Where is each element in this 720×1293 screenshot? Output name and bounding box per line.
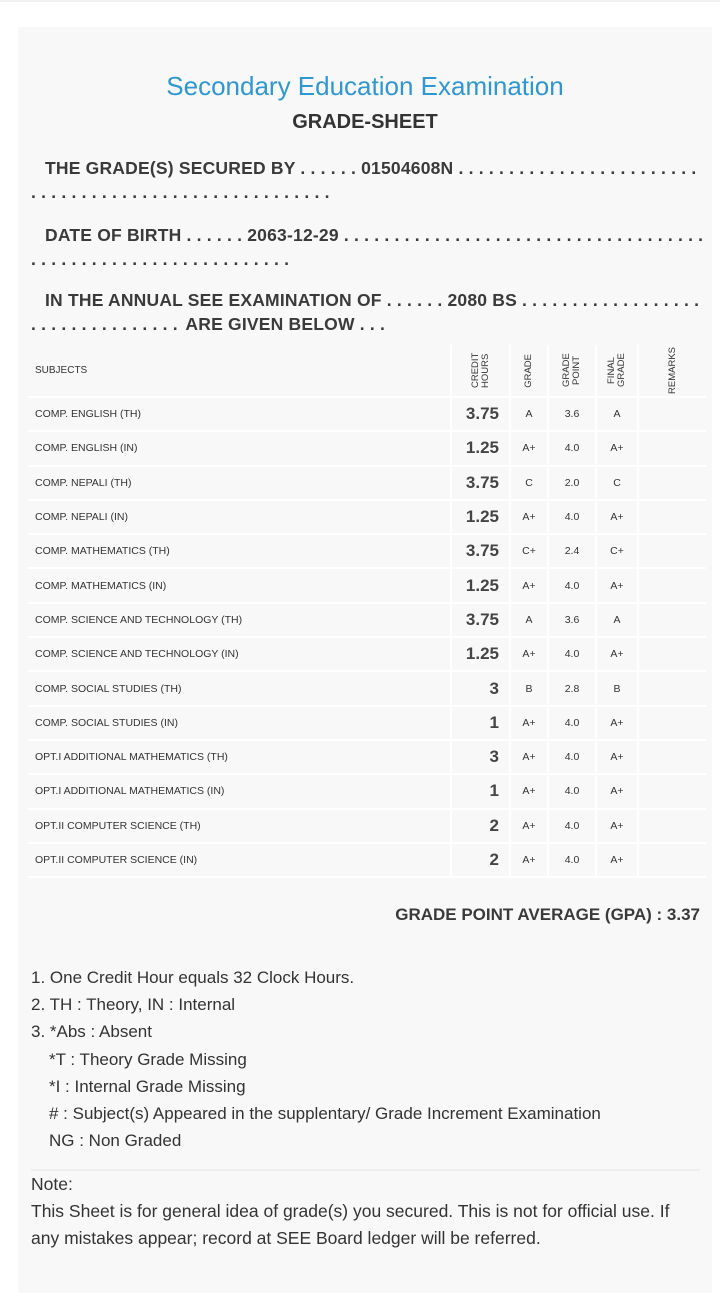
table-row bbox=[28, 534, 706, 568]
subject-cell: COMP. NEPALI (IN) bbox=[28, 500, 451, 534]
legend-item: 1. One Credit Hour equals 32 Clock Hours. bbox=[31, 968, 355, 987]
remarks-cell bbox=[638, 603, 706, 637]
dob-line bbox=[31, 223, 702, 271]
table-row bbox=[28, 500, 706, 534]
col-grade-point: GRADE POINT bbox=[548, 345, 596, 397]
subject-cell: COMP. MATHEMATICS (IN) bbox=[28, 568, 451, 602]
note-text: This Sheet is for general idea of grade(s) you secured. This is not for official use. If any mistakes appear; record at SEE Board ledger will be referred. bbox=[31, 1201, 670, 1248]
legend-item: NG : Non Graded bbox=[49, 1131, 182, 1151]
subject-cell: COMP. SOCIAL STUDIES (TH) bbox=[28, 671, 451, 705]
subject-cell: COMP. SOCIAL STUDIES (IN) bbox=[28, 706, 451, 740]
grade-cell: A+ bbox=[510, 706, 548, 740]
final-grade-cell: C+ bbox=[596, 534, 638, 568]
remarks-cell bbox=[638, 397, 706, 431]
credit-hours-cell: 3.75 bbox=[451, 466, 510, 500]
grade-cell: A+ bbox=[510, 843, 548, 877]
table-row bbox=[28, 397, 706, 431]
credit-hours-cell: 2 bbox=[451, 809, 510, 843]
grade-cell: B bbox=[510, 671, 548, 705]
credit-hours-cell: 3.75 bbox=[451, 534, 510, 568]
table-row bbox=[28, 603, 706, 637]
table-row bbox=[28, 637, 706, 671]
table-row bbox=[28, 774, 706, 808]
final-grade-cell: A+ bbox=[596, 637, 638, 671]
grade-point-cell: 4.0 bbox=[548, 809, 596, 843]
note bbox=[31, 1171, 692, 1252]
remarks-cell bbox=[638, 466, 706, 500]
col-credit-hours: CREDIT HOURS bbox=[451, 345, 510, 397]
exam-year: 2080 BS bbox=[447, 290, 517, 310]
grade-point-cell: 4.0 bbox=[548, 568, 596, 602]
col-subjects: SUBJECTS bbox=[28, 345, 451, 397]
grade-cell: C+ bbox=[510, 534, 548, 568]
grade-cell: A+ bbox=[510, 431, 548, 465]
subject-cell: OPT.I ADDITIONAL MATHEMATICS (TH) bbox=[28, 740, 451, 774]
exam-line bbox=[31, 288, 702, 336]
col-grade: GRADE bbox=[510, 345, 548, 397]
grade-point-cell: 4.0 bbox=[548, 774, 596, 808]
remarks-cell bbox=[638, 809, 706, 843]
secured-by-line bbox=[31, 156, 702, 204]
table-header bbox=[28, 345, 706, 397]
final-grade-cell: A+ bbox=[596, 568, 638, 602]
subject-cell: OPT.II COMPUTER SCIENCE (TH) bbox=[28, 809, 451, 843]
grade-cell: A+ bbox=[510, 740, 548, 774]
grade-point-cell: 4.0 bbox=[548, 740, 596, 774]
table-row bbox=[28, 466, 706, 500]
legend-item: # : Subject(s) Appeared in the supplentary/ Grade Increment Examination bbox=[49, 1104, 601, 1124]
final-grade-cell: C bbox=[596, 466, 638, 500]
grade-point-cell: 4.0 bbox=[548, 637, 596, 671]
remarks-cell bbox=[638, 740, 706, 774]
grade-point-cell: 4.0 bbox=[548, 431, 596, 465]
grade-point-cell: 4.0 bbox=[548, 843, 596, 877]
grades-table bbox=[28, 345, 706, 878]
grade-cell: A+ bbox=[510, 637, 548, 671]
table-row bbox=[28, 809, 706, 843]
grade-cell: A+ bbox=[510, 500, 548, 534]
remarks-cell bbox=[638, 500, 706, 534]
grade-cell: A bbox=[510, 397, 548, 431]
top-divider bbox=[0, 0, 720, 2]
credit-hours-cell: 3 bbox=[451, 740, 510, 774]
dob-label: DATE OF BIRTH . . . bbox=[45, 225, 247, 245]
credit-hours-cell: 3.75 bbox=[451, 397, 510, 431]
legend-item: *I : Internal Grade Missing bbox=[49, 1076, 246, 1096]
credit-hours-cell: 3.75 bbox=[451, 603, 510, 637]
subject-cell: COMP. SCIENCE AND TECHNOLOGY (IN) bbox=[28, 637, 451, 671]
table-row bbox=[28, 706, 706, 740]
final-grade-cell: A+ bbox=[596, 500, 638, 534]
subject-cell: OPT.II COMPUTER SCIENCE (IN) bbox=[28, 843, 451, 877]
credit-hours-cell: 1 bbox=[451, 774, 510, 808]
subject-cell: COMP. SCIENCE AND TECHNOLOGY (TH) bbox=[28, 603, 451, 637]
final-grade-cell: A+ bbox=[596, 843, 638, 877]
grade-sheet-card bbox=[18, 27, 712, 1293]
note-label: Note: bbox=[31, 1174, 73, 1194]
grade-cell: A bbox=[510, 603, 548, 637]
final-grade-cell: A bbox=[596, 397, 638, 431]
legend-item: 2. TH : Theory, IN : Internal bbox=[31, 995, 236, 1015]
table-row bbox=[28, 671, 706, 705]
remarks-cell bbox=[638, 637, 706, 671]
final-grade-cell: A+ bbox=[596, 740, 638, 774]
table-row bbox=[28, 568, 706, 602]
grade-cell: A+ bbox=[510, 774, 548, 808]
col-final-grade: FINAL GRADE bbox=[596, 345, 638, 397]
subject-cell: COMP. ENGLISH (TH) bbox=[28, 397, 451, 431]
subject-cell: OPT.I ADDITIONAL MATHEMATICS (IN) bbox=[28, 774, 451, 808]
remarks-cell bbox=[638, 534, 706, 568]
credit-hours-cell: 3 bbox=[451, 671, 510, 705]
symbol-number: 01504608N bbox=[361, 158, 454, 178]
grade-cell: C bbox=[510, 466, 548, 500]
grade-point-cell: 2.4 bbox=[548, 534, 596, 568]
final-grade-cell: A+ bbox=[596, 431, 638, 465]
credit-hours-cell: 1 bbox=[451, 706, 510, 740]
remarks-cell bbox=[638, 706, 706, 740]
remarks-cell bbox=[638, 671, 706, 705]
grade-point-cell: 2.0 bbox=[548, 466, 596, 500]
grade-point-cell: 2.8 bbox=[548, 671, 596, 705]
subject-cell: COMP. MATHEMATICS (TH) bbox=[28, 534, 451, 568]
exam-title: Secondary Education Examination bbox=[166, 71, 564, 101]
final-grade-cell: A+ bbox=[596, 774, 638, 808]
credit-hours-cell: 1.25 bbox=[451, 431, 510, 465]
final-grade-cell: A+ bbox=[596, 706, 638, 740]
exam-label: IN THE ANNUAL SEE EXAMINATION OF . . . bbox=[45, 290, 447, 310]
subject-cell: COMP. ENGLISH (IN) bbox=[28, 431, 451, 465]
gpa: GRADE POINT AVERAGE (GPA) : 3.37 bbox=[395, 905, 700, 924]
dob-value: 2063-12-29 bbox=[247, 225, 339, 245]
grade-point-cell: 4.0 bbox=[548, 500, 596, 534]
final-grade-cell: A+ bbox=[596, 809, 638, 843]
final-grade-cell: B bbox=[596, 671, 638, 705]
credit-hours-cell: 2 bbox=[451, 843, 510, 877]
grade-cell: A+ bbox=[510, 809, 548, 843]
credit-hours-cell: 1.25 bbox=[451, 568, 510, 602]
legend-item: 3. *Abs : Absent bbox=[31, 1022, 152, 1042]
col-remarks: REMARKS bbox=[638, 345, 706, 397]
credit-hours-cell: 1.25 bbox=[451, 500, 510, 534]
grade-point-cell: 4.0 bbox=[548, 706, 596, 740]
table-row bbox=[28, 740, 706, 774]
remarks-cell bbox=[638, 774, 706, 808]
credit-hours-cell: 1.25 bbox=[451, 637, 510, 671]
legend-item: *T : Theory Grade Missing bbox=[49, 1049, 247, 1069]
exam-suffix: ARE GIVEN BELOW . . . bbox=[185, 314, 386, 334]
grade-point-cell: 3.6 bbox=[548, 397, 596, 431]
final-grade-cell: A bbox=[596, 603, 638, 637]
remarks-cell bbox=[638, 431, 706, 465]
secured-by-label: THE GRADE(S) SECURED BY . . . bbox=[45, 158, 361, 178]
grade-cell: A+ bbox=[510, 568, 548, 602]
subject-cell: COMP. NEPALI (TH) bbox=[28, 466, 451, 500]
remarks-cell bbox=[638, 843, 706, 877]
remarks-cell bbox=[638, 568, 706, 602]
table-row bbox=[28, 431, 706, 465]
grade-point-cell: 3.6 bbox=[548, 603, 596, 637]
sheet-title: GRADE-SHEET bbox=[292, 111, 438, 133]
legend bbox=[31, 964, 601, 1154]
table-row bbox=[28, 843, 706, 877]
